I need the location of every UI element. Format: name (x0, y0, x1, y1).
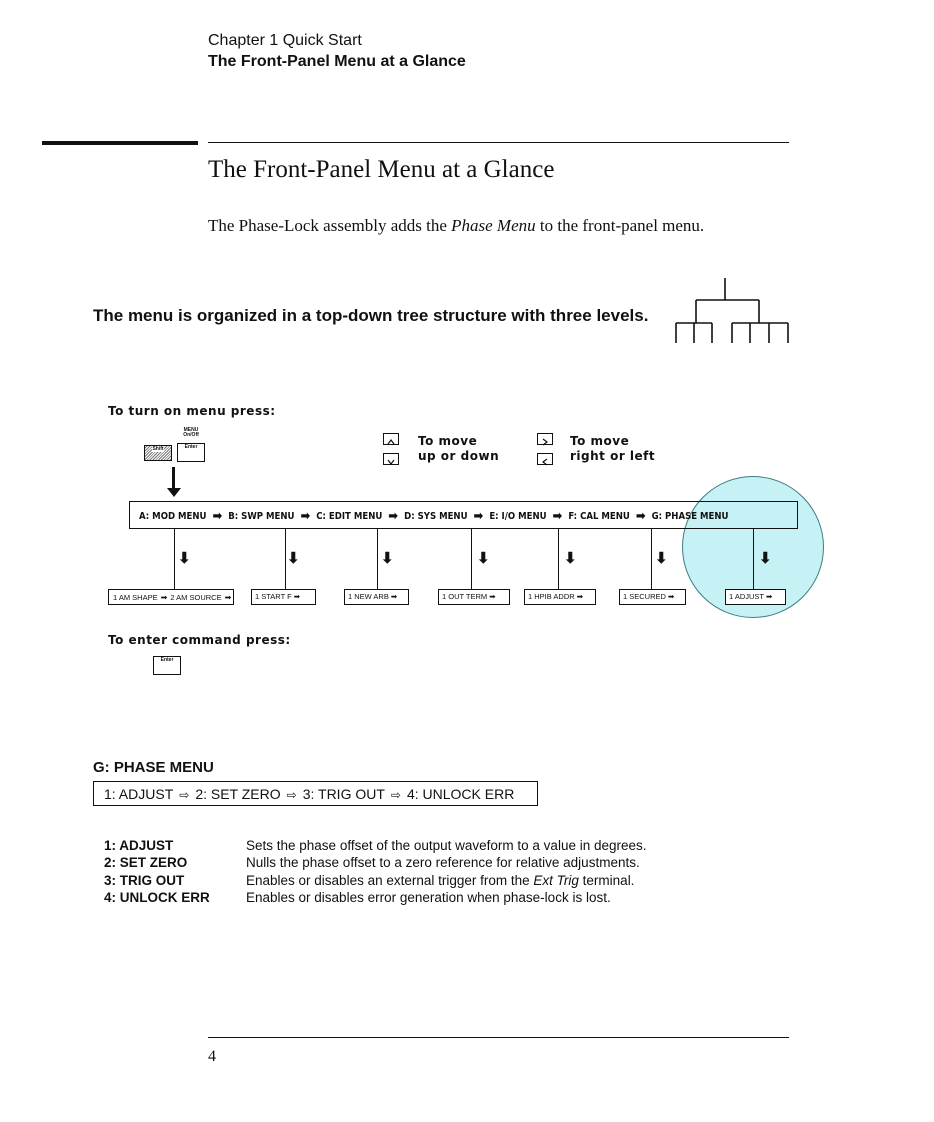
title-rule (208, 142, 789, 143)
down-arrow-key[interactable] (383, 453, 399, 465)
move-up-down-line2: up or down (418, 449, 500, 463)
menu-d-sys[interactable]: D: SYS MENU (404, 511, 468, 522)
right-arrow-icon: ➡ (473, 509, 484, 524)
down-arrow-icon: ⬇ (759, 550, 772, 567)
submenu-new-arb-label: 1 NEW ARB (348, 592, 389, 601)
chevron-down-icon (384, 457, 398, 467)
command-name: 1: ADJUST (104, 838, 174, 853)
down-arrow-icon: ⬇ (381, 550, 394, 567)
tree-structure-note: The menu is organized in a top-down tree structure with three levels. (93, 306, 649, 325)
submenu-adjust-label: 1 ADJUST (729, 592, 764, 601)
section-header: The Front-Panel Menu at a Glance (208, 53, 466, 70)
connector-g (753, 528, 754, 590)
intro-paragraph (208, 216, 704, 236)
intro-emphasis: Phase Menu (451, 216, 536, 235)
command-row (104, 854, 647, 871)
intro-text-start: The Phase-Lock assembly adds the (208, 216, 452, 235)
down-arrow-icon: ⬇ (564, 550, 577, 567)
command-desc: Enables or disables error generation when phase-lock is lost. (246, 890, 611, 906)
command-name: 2: SET ZERO (104, 855, 188, 871)
connector-f (651, 528, 652, 590)
intro-text-end: to the front-panel menu. (535, 216, 705, 235)
enter-command-key-label: Enter (160, 657, 174, 663)
right-arrow-key[interactable] (537, 433, 553, 445)
shift-key-label: Shift (152, 446, 164, 452)
connector-b (285, 528, 286, 590)
arrow-icon: ⇨ (286, 788, 297, 802)
enter-command-label: To enter command press: (108, 633, 291, 647)
menu-f-cal[interactable]: F: CAL MENU (568, 511, 630, 522)
submenu-am-shape[interactable]: 1 AM SHAPE (113, 592, 158, 602)
submenu-hpib-addr-label: 1 HPIB ADDR (528, 592, 575, 601)
right-arrow-icon: ➡ (388, 509, 399, 524)
up-arrow-key[interactable] (383, 433, 399, 445)
submenu-secured[interactable]: 1 SECURED ➡ (619, 589, 686, 605)
arrow-icon: ⇨ (179, 788, 190, 802)
down-arrow-icon: ⬇ (477, 550, 490, 567)
submenu-secured-label: 1 SECURED (623, 592, 666, 601)
left-arrow-key[interactable] (537, 453, 553, 465)
phase-item-adjust[interactable]: 1: ADJUST (104, 786, 174, 802)
phase-item-trig-out[interactable]: 3: TRIG OUT (302, 786, 385, 802)
command-desc-start: Enables or disables an external trigger from the (246, 872, 534, 888)
phase-menu-heading: G: PHASE MENU (93, 759, 214, 776)
phase-item-set-zero[interactable]: 2: SET ZERO (195, 786, 281, 802)
connector-c (377, 528, 378, 590)
submenu-start-f-label: 1 START F (255, 592, 292, 601)
menu-g-phase[interactable]: G: PHASE MENU (651, 511, 729, 522)
connector-e (558, 528, 559, 590)
chevron-right-icon (538, 437, 552, 447)
phase-item-unlock-err[interactable]: 4: UNLOCK ERR (406, 786, 515, 802)
shift-key[interactable] (144, 445, 172, 461)
phase-menu-box (93, 781, 538, 806)
chevron-up-icon (384, 437, 398, 447)
page-number: 4 (208, 1048, 216, 1065)
command-name: 4: UNLOCK ERR (104, 890, 210, 906)
chapter-header: Chapter 1 Quick Start (208, 32, 362, 49)
down-arrow-icon: ⬇ (287, 550, 300, 567)
submenu-out-term[interactable]: 1 OUT TERM ➡ (438, 589, 510, 605)
submenu-adjust[interactable]: 1 ADJUST ➡ (725, 589, 786, 605)
power-arrow-head (167, 488, 181, 497)
submenu-a[interactable] (108, 589, 234, 605)
right-arrow-icon: ➡ (212, 509, 223, 524)
thick-rule (42, 141, 198, 145)
move-right-left-line1: To move (570, 434, 630, 448)
command-desc: Nulls the phase offset to a zero reference for relative adjustments. (246, 855, 640, 871)
menu-e-io[interactable]: E: I/O MENU (489, 511, 547, 522)
move-right-left-line2: right or left (570, 449, 656, 463)
submenu-hpib-addr[interactable]: 1 HPIB ADDR ➡ (524, 589, 596, 605)
right-arrow-icon: ➡ (300, 509, 311, 524)
down-arrow-icon: ⬇ (655, 550, 668, 567)
arrow-icon: ⇨ (390, 788, 401, 802)
right-arrow-icon: ➡ (224, 592, 232, 602)
right-arrow-icon: ➡ (552, 509, 563, 524)
menu-b-swp[interactable]: B: SWP MENU (228, 511, 295, 522)
enter-command-key[interactable] (153, 656, 181, 675)
command-row (104, 837, 647, 854)
down-arrow-icon: ⬇ (178, 550, 191, 567)
submenu-am-source[interactable]: 2 AM SOURCE (170, 592, 222, 602)
page-title: The Front-Panel Menu at a Glance (208, 156, 555, 183)
right-arrow-icon: ➡ (635, 509, 646, 524)
move-up-down-line1: To move (418, 434, 478, 448)
command-row (104, 889, 647, 906)
menu-c-edit[interactable]: C: EDIT MENU (316, 511, 383, 522)
chevron-left-icon (538, 457, 552, 467)
menu-onoff-key-label: MENU On/Off (183, 427, 199, 438)
tree-structure-icon (672, 276, 792, 346)
command-desc-emphasis: Ext Trig (533, 872, 579, 888)
submenu-start-f[interactable]: 1 START F ➡ (251, 589, 316, 605)
turn-on-menu-label: To turn on menu press: (108, 404, 276, 418)
command-desc: Sets the phase offset of the output waveform to a value in degrees. (246, 838, 647, 853)
command-desc-end: terminal. (578, 872, 635, 888)
power-arrow-shaft (172, 467, 175, 489)
command-row (104, 872, 647, 889)
top-level-menu-row (139, 509, 729, 524)
command-descriptions (104, 837, 647, 907)
move-right-left-label (570, 434, 655, 464)
menu-a-mod[interactable]: A: MOD MENU (139, 511, 207, 522)
footer-rule (208, 1037, 789, 1038)
command-name: 3: TRIG OUT (104, 872, 185, 888)
command-desc (246, 873, 634, 888)
right-arrow-icon: ➡ (160, 592, 168, 602)
submenu-new-arb[interactable]: 1 NEW ARB ➡ (344, 589, 409, 605)
enter-key[interactable] (177, 443, 205, 462)
enter-key-label: Enter (184, 444, 198, 450)
connector-a (174, 528, 175, 590)
submenu-out-term-label: 1 OUT TERM (442, 592, 488, 601)
move-up-down-label (418, 434, 499, 464)
connector-d (471, 528, 472, 590)
